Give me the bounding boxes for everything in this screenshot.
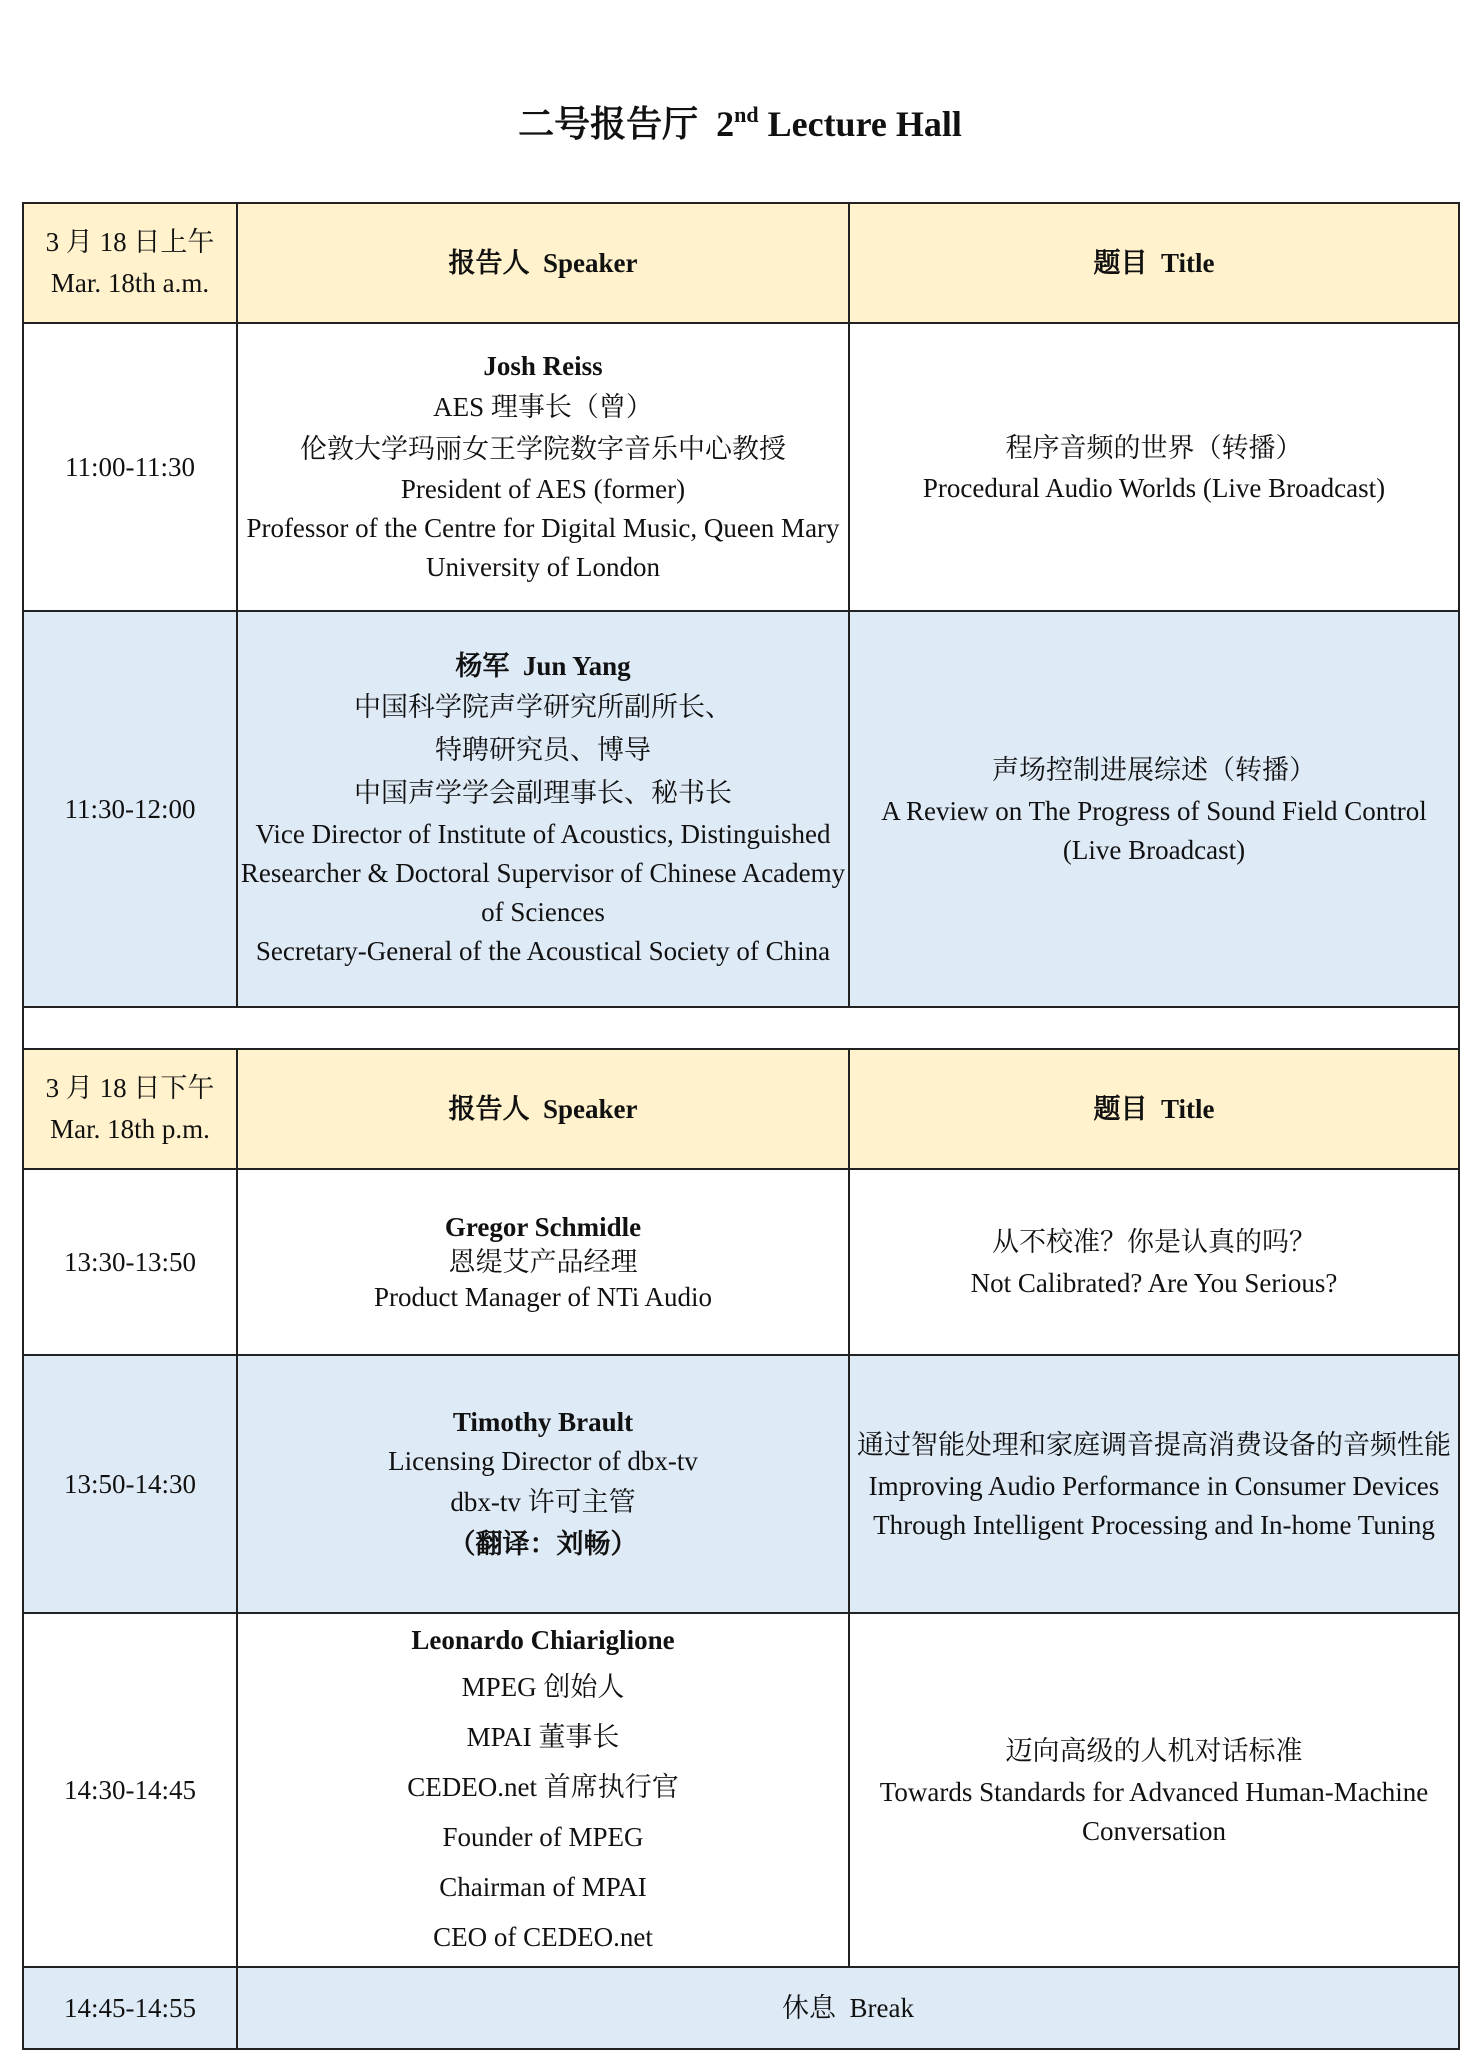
speaker-line: 中国科学院声学研究所副所长、 [354,692,732,722]
title-cell [849,611,1459,1007]
speaker-line: dbx-tv 许可主管 [450,1487,636,1517]
afternoon-date-en: Mar. 18th p.m. [50,1114,210,1144]
speaker-line: 特聘研究员、博导 [435,735,651,765]
title-cell [849,1613,1459,1967]
speaker-name: Josh Reiss [483,351,603,381]
speaker-line: 中国声学学会副理事长、秘书长 [354,778,732,808]
morning-date-cn: 3 月 18 日上午 [45,227,215,257]
time-cell: 11:30-12:00 [23,611,237,1007]
page-title [0,96,1480,147]
speaker-cell [237,323,849,611]
table-row [23,1613,1459,1967]
speaker-line: CEDEO.net 首席执行官 [407,1772,679,1802]
speaker-line: Secretary-General of the Acoustical Society of China [255,936,831,966]
break-row [23,1967,1459,2049]
morning-speaker-header: 报告人 Speaker [237,203,849,323]
title-cn: 声场控制进展综述（转播） [992,754,1316,785]
speaker-line: MPAI 董事长 [466,1722,620,1752]
speaker-cell [237,1169,849,1355]
title-cn: 从不校准？你是认真的吗？ [992,1227,1316,1257]
speaker-name: Gregor Schmidle [444,1211,642,1242]
morning-date-cell [23,203,237,323]
title-superscript: nd [734,102,759,127]
title-cn: 迈向高级的人机对话标准 [1005,1735,1303,1766]
speaker-line: Licensing Director of dbx-tv [388,1446,698,1476]
speaker-line: President of AES (former) [400,474,686,504]
time-cell: 11:00-11:30 [23,323,237,611]
title-cn: 通过智能处理和家庭调音提高消费设备的音频性能 [857,1429,1451,1460]
speaker-line: Founder of MPEG [442,1822,644,1852]
table-row [23,1169,1459,1355]
title-number: 2 [716,104,735,144]
speaker-cell [237,611,849,1007]
afternoon-date-cell [23,1049,237,1169]
speaker-line: AES 理事长（曾） [433,392,653,422]
speaker-name: Timothy Brault [452,1407,634,1437]
speaker-line: CEO of CEDEO.net [433,1922,653,1952]
title-en: Improving Audio Performance in Consumer Devices Through Intelligent Processing and In-home Tuning [868,1470,1440,1540]
speaker-cell [237,1613,849,1967]
translator-note: （翻译：刘畅） [448,1529,638,1559]
time-cell: 13:50-14:30 [23,1355,237,1613]
title-cell [849,1169,1459,1355]
table-row [23,323,1459,611]
time-cell: 14:45-14:55 [23,1967,237,2049]
title-en: Lecture Hall [767,104,962,144]
title-cell [849,323,1459,611]
title-cn: 程序音频的世界（转播） [1005,432,1303,463]
table-row [23,611,1459,1007]
morning-title-header: 题目 Title [849,203,1459,323]
afternoon-date-cn: 3 月 18 日下午 [45,1073,215,1103]
speaker-line: Professor of the Centre for Digital Music, Queen Mary University of London [246,513,840,582]
speaker-line: Chairman of MPAI [439,1872,647,1902]
speaker-cell [237,1355,849,1613]
schedule-table [22,202,1460,2050]
speaker-name: 杨军 Jun Yang [455,651,631,681]
afternoon-speaker-header: 报告人 Speaker [237,1049,849,1169]
speaker-name: Leonardo Chiariglione [411,1625,675,1655]
title-en: Not Calibrated? Are You Serious? [970,1268,1338,1298]
morning-header-row [23,203,1459,323]
title-cell [849,1355,1459,1613]
title-en: Towards Standards for Advanced Human-Machine Conversation [879,1776,1429,1846]
title-en: Procedural Audio Worlds (Live Broadcast) [922,472,1386,503]
time-cell: 14:30-14:45 [23,1613,237,1967]
speaker-line: MPEG 创始人 [461,1672,625,1702]
title-cn: 二号报告厅 [518,104,699,144]
speaker-line: 伦敦大学玛丽女王学院数字音乐中心教授 [300,434,786,464]
speaker-line: Product Manager of NTi Audio [374,1281,712,1312]
time-cell: 13:30-13:50 [23,1169,237,1355]
break-label: 休息 Break [237,1967,1459,2049]
speaker-line: 恩缇艾产品经理 [448,1246,638,1277]
speaker-line: Vice Director of Institute of Acoustics, Distinguished Researcher & Doctoral Supervisor of Chinese Academy of Sciences [240,819,846,927]
table-row [23,1355,1459,1613]
afternoon-header-row [23,1049,1459,1169]
section-spacer [23,1007,1459,1049]
morning-date-en: Mar. 18th a.m. [50,268,210,298]
afternoon-title-header: 题目 Title [849,1049,1459,1169]
title-en: A Review on The Progress of Sound Field Control (Live Broadcast) [881,795,1427,865]
